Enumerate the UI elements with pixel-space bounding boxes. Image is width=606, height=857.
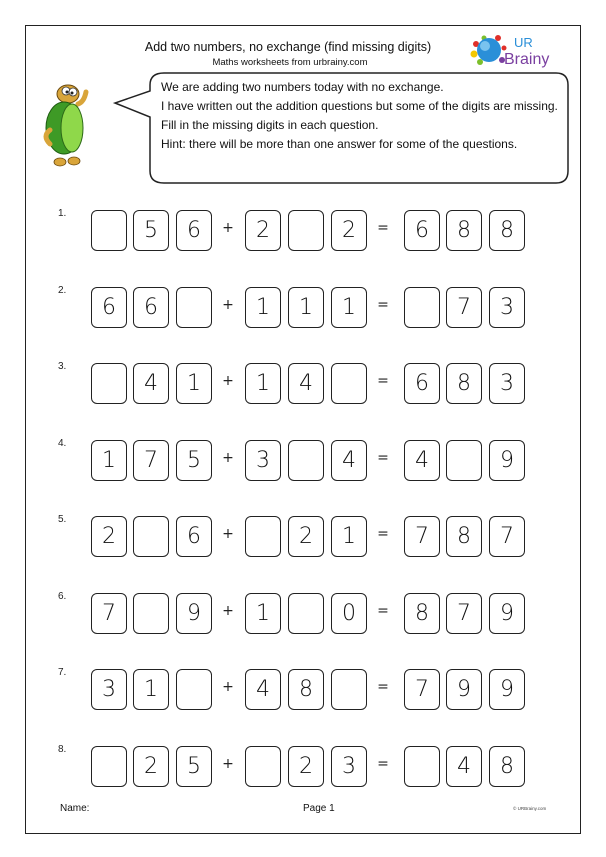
addend-1-missing-digit-box[interactable] — [176, 669, 212, 710]
addend-2-digit-box: 1 — [331, 287, 367, 328]
equals-sign: = — [377, 526, 389, 542]
equals-sign: = — [377, 373, 389, 389]
addend-1-digit-box: 5 — [176, 746, 212, 787]
question-number: 1. — [58, 208, 67, 219]
addend-1-digit-box: 4 — [133, 363, 169, 404]
instruction-line: Fill in the missing digits in each question. — [161, 118, 379, 132]
equals-sign: = — [377, 679, 389, 695]
sum-digit-box: 9 — [446, 669, 482, 710]
addend-1-digit-box: 3 — [91, 669, 127, 710]
addend-2-missing-digit-box[interactable] — [288, 210, 324, 251]
sum-digit-box: 3 — [489, 363, 525, 404]
page-number: Page 1 — [303, 803, 335, 814]
sum-digit-box: 8 — [489, 746, 525, 787]
addend-2-digit-box: 3 — [331, 746, 367, 787]
addend-2-digit-box: 1 — [245, 287, 281, 328]
logo-text-brainy: Brainy — [504, 51, 550, 68]
addend-2-missing-digit-box[interactable] — [331, 669, 367, 710]
instruction-line: Hint: there will be more than one answer for some of the questions. — [161, 137, 518, 151]
addend-2-digit-box: 1 — [331, 516, 367, 557]
sum-digit-box: 8 — [489, 210, 525, 251]
addend-2-digit-box: 2 — [288, 516, 324, 557]
question-row — [0, 363, 606, 404]
addend-2-digit-box: 1 — [245, 363, 281, 404]
addend-2-digit-box: 4 — [245, 669, 281, 710]
question-number: 2. — [58, 285, 67, 296]
addend-1-digit-box: 6 — [176, 516, 212, 557]
sum-digit-box: 7 — [446, 287, 482, 328]
addend-1-missing-digit-box[interactable] — [91, 746, 127, 787]
question-row — [0, 669, 606, 710]
addend-2-digit-box: 4 — [331, 440, 367, 481]
sum-digit-box: 9 — [489, 669, 525, 710]
plus-sign: + — [222, 756, 234, 772]
question-row — [0, 287, 606, 328]
addend-2-digit-box: 4 — [288, 363, 324, 404]
addend-2-missing-digit-box[interactable] — [245, 516, 281, 557]
addend-1-missing-digit-box[interactable] — [91, 363, 127, 404]
addend-1-missing-digit-box[interactable] — [133, 593, 169, 634]
sum-digit-box: 4 — [446, 746, 482, 787]
question-number: 8. — [58, 744, 67, 755]
question-number: 5. — [58, 514, 67, 525]
plus-sign: + — [222, 603, 234, 619]
instructions-text — [161, 80, 561, 156]
question-row — [0, 210, 606, 251]
sum-digit-box: 8 — [404, 593, 440, 634]
addend-2-digit-box: 2 — [245, 210, 281, 251]
sum-digit-box: 8 — [446, 363, 482, 404]
addend-1-digit-box: 7 — [91, 593, 127, 634]
equals-sign: = — [377, 297, 389, 313]
question-number: 3. — [58, 361, 67, 372]
addend-1-digit-box: 2 — [133, 746, 169, 787]
sum-digit-box: 6 — [404, 363, 440, 404]
addend-2-missing-digit-box[interactable] — [288, 593, 324, 634]
sum-digit-box: 7 — [404, 516, 440, 557]
question-row — [0, 440, 606, 481]
equals-sign: = — [377, 756, 389, 772]
question-number: 4. — [58, 438, 67, 449]
addend-1-digit-box: 1 — [176, 363, 212, 404]
name-label: Name: — [60, 803, 90, 814]
sum-missing-digit-box[interactable] — [404, 287, 440, 328]
question-row — [0, 746, 606, 787]
sum-digit-box: 4 — [404, 440, 440, 481]
addend-2-digit-box: 3 — [245, 440, 281, 481]
addend-2-digit-box: 2 — [288, 746, 324, 787]
addend-1-digit-box: 2 — [91, 516, 127, 557]
sum-digit-box: 3 — [489, 287, 525, 328]
addend-1-digit-box: 6 — [91, 287, 127, 328]
worksheet-subtitle: Maths worksheets from urbrainy.com — [212, 57, 368, 68]
addend-2-missing-digit-box[interactable] — [245, 746, 281, 787]
addend-1-digit-box: 5 — [133, 210, 169, 251]
question-row — [0, 593, 606, 634]
addend-1-missing-digit-box[interactable] — [91, 210, 127, 251]
worksheet-title: Add two numbers, no exchange (find missing digits) — [144, 40, 432, 54]
plus-sign: + — [222, 679, 234, 695]
turtle-mascot-icon — [42, 82, 114, 170]
sum-digit-box: 8 — [446, 516, 482, 557]
plus-sign: + — [222, 526, 234, 542]
question-number: 6. — [58, 591, 67, 602]
equals-sign: = — [377, 220, 389, 236]
plus-sign: + — [222, 450, 234, 466]
plus-sign: + — [222, 297, 234, 313]
addend-1-digit-box: 6 — [176, 210, 212, 251]
addend-1-digit-box: 5 — [176, 440, 212, 481]
equals-sign: = — [377, 603, 389, 619]
sum-digit-box: 7 — [404, 669, 440, 710]
addend-1-missing-digit-box[interactable] — [133, 516, 169, 557]
addend-2-digit-box: 8 — [288, 669, 324, 710]
addend-2-digit-box: 0 — [331, 593, 367, 634]
brain-globe-logo-icon — [471, 35, 507, 65]
addend-1-digit-box: 7 — [133, 440, 169, 481]
addend-1-digit-box: 6 — [133, 287, 169, 328]
sum-digit-box: 9 — [489, 593, 525, 634]
addend-1-digit-box: 1 — [133, 669, 169, 710]
plus-sign: + — [222, 220, 234, 236]
addend-1-missing-digit-box[interactable] — [176, 287, 212, 328]
sum-missing-digit-box[interactable] — [446, 440, 482, 481]
sum-missing-digit-box[interactable] — [404, 746, 440, 787]
sum-digit-box: 8 — [446, 210, 482, 251]
urbrainy-logo — [468, 30, 568, 70]
sum-digit-box: 7 — [446, 593, 482, 634]
addend-1-digit-box: 9 — [176, 593, 212, 634]
addend-2-digit-box: 2 — [331, 210, 367, 251]
addend-2-missing-digit-box[interactable] — [288, 440, 324, 481]
sum-digit-box: 6 — [404, 210, 440, 251]
question-number: 7. — [58, 667, 67, 678]
addend-1-digit-box: 1 — [91, 440, 127, 481]
sum-digit-box: 9 — [489, 440, 525, 481]
instruction-line: I have written out the addition questions but some of the digits are missing. — [161, 99, 558, 113]
addend-2-digit-box: 1 — [245, 593, 281, 634]
logo-text-ur: UR — [514, 35, 533, 50]
equals-sign: = — [377, 450, 389, 466]
question-row — [0, 516, 606, 557]
instruction-line: We are adding two numbers today with no exchange. — [161, 80, 444, 94]
addend-2-missing-digit-box[interactable] — [331, 363, 367, 404]
copyright-notice: © URBrainy.com — [513, 806, 547, 811]
plus-sign: + — [222, 373, 234, 389]
sum-digit-box: 7 — [489, 516, 525, 557]
addend-2-digit-box: 1 — [288, 287, 324, 328]
